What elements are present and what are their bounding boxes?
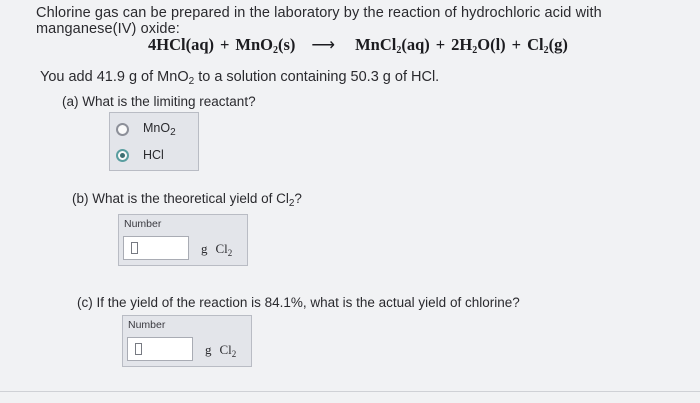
option-hcl-label: HCl <box>143 148 164 162</box>
chemical-equation <box>148 35 568 56</box>
reactant-mno2: MnO$_2$(s) <box>235 35 296 56</box>
unit-label: g $Cl_2$ <box>201 241 233 258</box>
part-a-label: (a) What is the limiting reactant? <box>62 94 256 109</box>
part-c-label: (c) If the yield of the reaction is 84.1%, what is the actual yield of chlorine? <box>77 295 520 310</box>
question-intro: Chlorine gas can be prepared in the laboratory by the reaction of hydrochloric acid with manganese(IV) oxide: <box>36 5 602 37</box>
option-mno2-label: MnO$_2$ <box>143 120 176 138</box>
product-cl2: $Cl_2(g)$ <box>527 35 568 56</box>
radio-button-selected[interactable] <box>116 149 129 162</box>
limiting-reactant-choices <box>109 112 199 171</box>
number-label: Number <box>124 218 162 230</box>
plus-sign: + <box>511 35 522 54</box>
actual-yield-answer-box <box>122 315 252 367</box>
plus-sign: + <box>220 35 230 54</box>
unit-label: g $Cl_2$ <box>205 342 237 359</box>
theoretical-yield-answer-box <box>118 214 248 266</box>
reactant-hcl: 4HCl(aq) <box>148 35 214 54</box>
theoretical-yield-input[interactable] <box>123 236 189 260</box>
part-b-label: (b) What is the theoretical yield of $Cl_2$? <box>72 191 302 209</box>
product-h2o: $2H_2O(l)$ <box>451 35 506 56</box>
actual-yield-input[interactable] <box>127 337 193 361</box>
option-hcl[interactable] <box>116 145 194 165</box>
plus-sign: + <box>435 35 446 54</box>
option-mno2[interactable] <box>116 119 194 139</box>
reaction-arrow: ⟶ <box>311 35 336 54</box>
text-cursor-icon <box>131 242 138 254</box>
text-cursor-icon <box>135 343 142 355</box>
number-label: Number <box>128 319 166 331</box>
radio-button-unselected[interactable] <box>116 123 129 136</box>
given-quantities: You add 41.9 g of MnO$_2$ to a solution containing 50.3 g of HCl. <box>40 69 440 87</box>
product-mncl2: MnCl$_2$(aq) <box>355 35 430 56</box>
divider <box>0 391 700 392</box>
